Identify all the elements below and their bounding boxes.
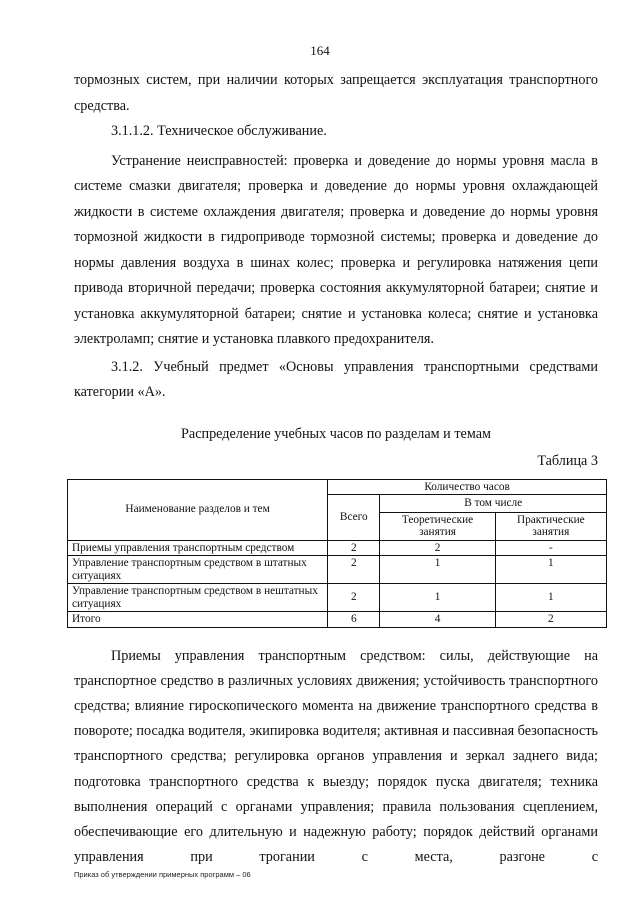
row-practice: - — [495, 540, 606, 556]
header-total: Всего — [328, 495, 380, 541]
row-name: Приемы управления транспортным средством — [68, 540, 328, 556]
header-theory: Теоретические занятия — [380, 512, 495, 540]
table-row — [68, 556, 607, 584]
table-number: Таблица 3 — [537, 453, 598, 469]
footer-note: Приказ об утверждении примерных программ – 06 — [74, 870, 251, 879]
table-row — [68, 584, 607, 612]
row-total: 6 — [328, 612, 380, 628]
document-body — [74, 68, 598, 870]
section-heading-maintenance: 3.1.1.2. Техническое обслуживание. — [111, 123, 327, 139]
table-row — [68, 540, 607, 556]
row-name: Управление транспортным средством в нештатных ситуациях — [68, 584, 328, 612]
row-name: Итого — [68, 612, 328, 628]
row-total: 2 — [328, 584, 380, 612]
header-name: Наименование разделов и тем — [68, 479, 328, 540]
header-hours: Количество часов — [328, 479, 607, 495]
row-theory: 4 — [380, 612, 495, 628]
row-practice: 1 — [495, 584, 606, 612]
table-caption: Распределение учебных часов по разделам и темам — [181, 425, 491, 442]
hours-table — [67, 479, 607, 628]
header-including: В том числе — [380, 495, 607, 513]
table-row-total — [68, 612, 607, 628]
row-total: 2 — [328, 556, 380, 584]
section-heading-subject: 3.1.2. Учебный предмет «Основы управления транспортными средствами категории «А». — [74, 358, 598, 400]
paragraph-brake-systems: тормозных систем, при наличии которых запрещается эксплуатация транспортного средства. — [74, 72, 598, 114]
row-name: Управление транспортным средством в штатных ситуациях — [68, 556, 328, 584]
paragraph-control-techniques: Приемы управления транспортным средством: силы, действующие на транспортное средство в различных условиях движения; устойчивость транспортного средства; влияние гироскопического момента на движение транспортного средства в повороте; посадка водителя, экипировка водителя; активная и пассивная безопасность транспортного средства; регулировка органов управления и зеркал заднего вида; подготовка транспортного средства к выезду; порядок пуска двигателя; техника выполнения операций с органами управления; правила пользования сцеплением, обеспечивающие его длительную и надежную работу; порядок действий органами управления при трогании с места, разгоне с — [74, 647, 598, 866]
row-total: 2 — [328, 540, 380, 556]
row-theory: 1 — [380, 584, 495, 612]
row-practice: 1 — [495, 556, 606, 584]
header-practice: Практические занятия — [495, 512, 606, 540]
paragraph-troubleshooting: Устранение неисправностей: проверка и доведение до нормы уровня масла в системе смазки двигателя; проверка и доведение до нормы уровня охлаждающей жидкости в системе охлаждения двигателя; проверка и доведение до нормы уровня тормозной жидкости в гидроприводе тормозной системы; проверка и доведение до нормы давления воздуха в шинах колес; проверка и регулировка натяжения цепи привода вторичной передачи; проверка состояния аккумуляторной батареи; снятие и установка аккумуляторной батареи; снятие и установка колеса; снятие и установка электроламп; снятие и установка плавкого предохранителя. — [74, 152, 598, 347]
row-theory: 2 — [380, 540, 495, 556]
page-number: 164 — [310, 43, 330, 58]
row-theory: 1 — [380, 556, 495, 584]
row-practice: 2 — [495, 612, 606, 628]
